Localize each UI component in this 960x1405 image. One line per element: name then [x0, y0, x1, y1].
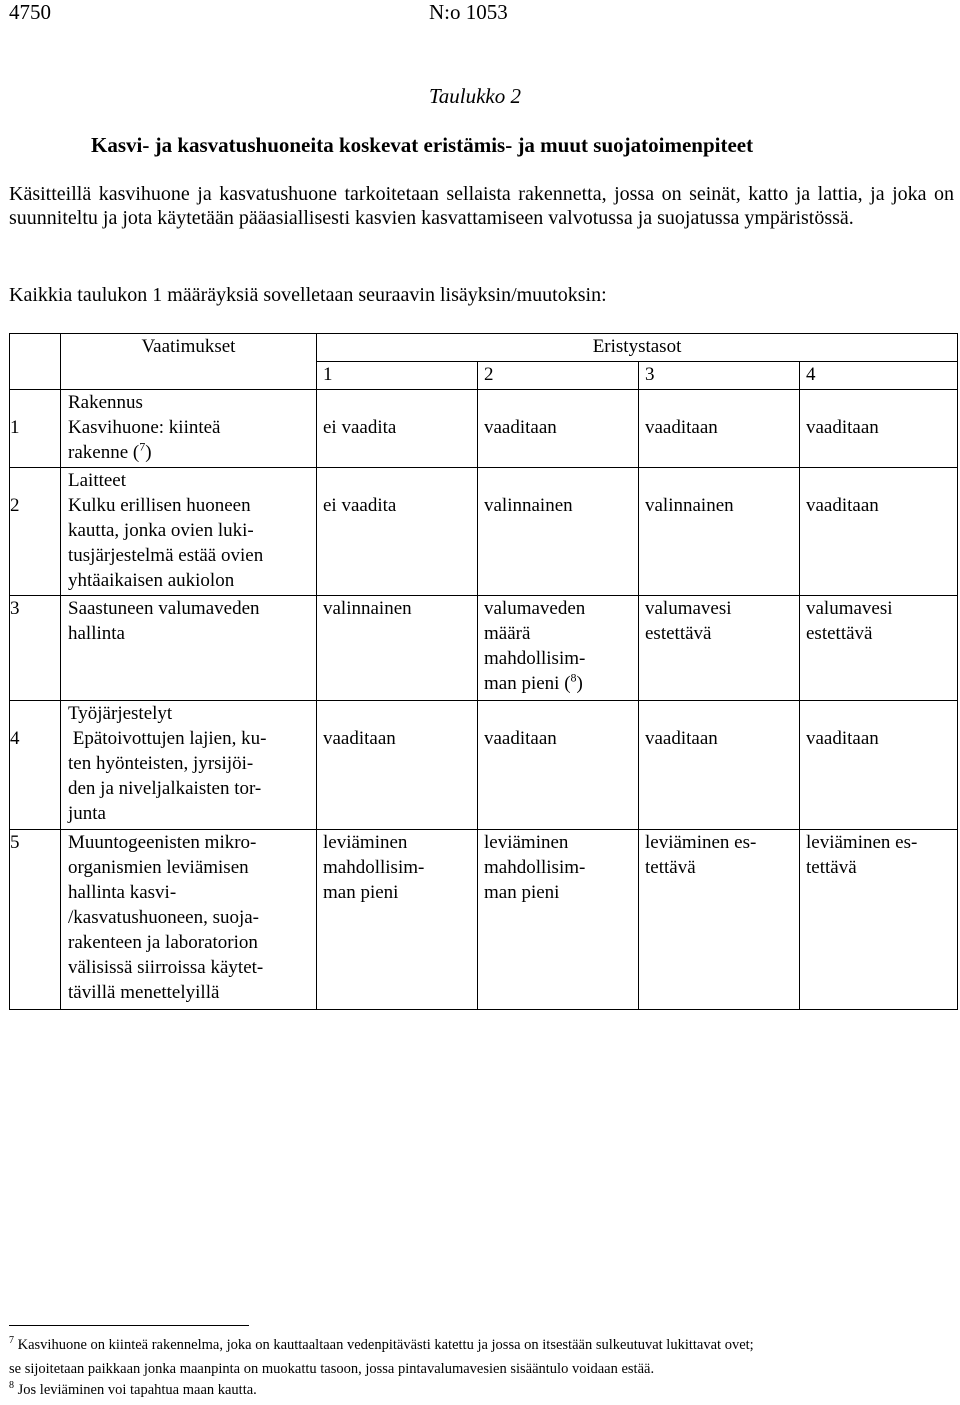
table-row — [10, 596, 958, 701]
requirement-cell: Rakennus Kasvihuone: kiinteä rakenne ($^7$) — [61, 390, 317, 468]
table-row — [10, 701, 958, 830]
header-number-cell — [10, 334, 61, 390]
footnote-divider — [9, 1325, 249, 1326]
lead-sentence: Kaikkia taulukon 1 määräyksiä sovelletaan seuraavin lisäyksin/muutoksin: — [9, 284, 607, 306]
row-number: 4 — [10, 701, 61, 830]
value-cell: vaaditaan — [639, 701, 800, 830]
value-cell: valumavesi estettävä — [800, 596, 958, 701]
value-cell: valinnainen — [317, 596, 478, 701]
footnote-mark: 8 — [9, 1380, 14, 1392]
footnote-8: $^8$ Jos leviäminen voi tapahtua maan kautta. — [9, 1380, 257, 1398]
value-cell: vaaditaan — [478, 701, 639, 830]
value-cell: vaaditaan — [639, 390, 800, 468]
table-row — [10, 830, 958, 1010]
requirement-cell: Saastuneen valumaveden hallinta — [61, 596, 317, 701]
table-row — [10, 390, 958, 468]
requirement-cell: Työjärjestelyt Epätoivottujen lajien, ku- ten hyönteisten, jyrsijöi- den ja niveljalkaisten tor- junta — [61, 701, 317, 830]
level-label: 3 — [645, 364, 655, 385]
table-row — [10, 468, 958, 596]
footnote-7-continued: se sijoitetaan paikkaan jonka maanpinta on muokattu tasoon, jossa pintavalumavesien sisääntulo voidaan estää. — [9, 1361, 655, 1377]
value-cell: vaaditaan — [478, 390, 639, 468]
value-cell: vaaditaan — [317, 701, 478, 830]
value-cell: leviäminen mahdollisim- man pieni — [317, 830, 478, 1010]
value-cell: vaaditaan — [800, 468, 958, 596]
footnote-7: $^7$ Kasvihuone on kiinteä rakennelma, joka on kauttaaltaan vedenpitävästi katettu ja jossa on itsestään sulkeutuvat lukittavat ovet; — [9, 1335, 754, 1353]
value-cell: ei vaadita — [317, 468, 478, 596]
row-number: 5 — [10, 830, 61, 1010]
section-label-equipment: Laitteet — [68, 470, 127, 491]
requirement-cell: Laitteet Kulku erillisen huoneen kautta, jonka ovien luki- tusjärjestelmä estää ovien yhtäaikaisen aukiolon — [61, 468, 317, 596]
footnote-ref: 7 — [139, 439, 146, 454]
intro-paragraph: Käsitteillä kasvihuone ja kasvatushuone tarkoitetaan sellaista rakennetta, jossa on seinät, katto ja lattia, ja joka on suunniteltu ja jota käytetään pääasiallisesti kasvien kasvattamiseen valvotussa ja suojatussa ympäristössä. — [9, 183, 954, 229]
containment-measures-table — [9, 333, 958, 1010]
level-2: 2 — [478, 362, 639, 390]
value-cell: valumaveden määrä mahdollisim- man pieni ($^8$) — [478, 596, 639, 701]
section-label-work-practices: Työjärjestelyt — [68, 703, 173, 724]
page-number: 4750 — [9, 0, 51, 24]
level-4 — [800, 362, 958, 390]
value-cell: valinnainen — [478, 468, 639, 596]
header-levels: Eristystasot — [317, 334, 958, 362]
table-header-row — [10, 334, 958, 362]
value-cell: vaaditaan — [800, 390, 958, 468]
level-3 — [639, 362, 800, 390]
value-cell: vaaditaan — [800, 701, 958, 830]
section-heading: Kasvi- ja kasvatushuoneita koskevat eristämis- ja muut suojatoimenpiteet — [91, 133, 754, 157]
value-cell: leviäminen es- tettävä — [800, 830, 958, 1010]
requirement-cell: Muuntogeenisten mikro- organismien leviämisen hallinta kasvi- /kasvatushuoneen, suoja- rakenteen ja laboratorion välisissä siirroissa käytet- tävillä menettelyillä — [61, 830, 317, 1010]
section-label-construction: Rakennus — [68, 392, 143, 413]
value-cell: valumavesi estettävä — [639, 596, 800, 701]
footnote-ref: 8 — [570, 670, 577, 685]
level-1: 1 — [317, 362, 478, 390]
document-number: N:o 1053 — [429, 0, 508, 24]
table-caption: Taulukko 2 — [429, 84, 521, 108]
value-cell: valinnainen — [639, 468, 800, 596]
value-cell: ei vaadita — [317, 390, 478, 468]
footnote-mark: 7 — [9, 1335, 14, 1347]
row-number: 2 — [10, 468, 61, 596]
row-number: 1 — [10, 390, 61, 468]
value-cell: leviäminen es- tettävä — [639, 830, 800, 1010]
row-number: 3 — [10, 596, 61, 701]
value-cell: leviäminen mahdollisim- man pieni — [478, 830, 639, 1010]
level-label: 4 — [806, 364, 816, 385]
header-requirements: Vaatimukset — [61, 334, 317, 390]
